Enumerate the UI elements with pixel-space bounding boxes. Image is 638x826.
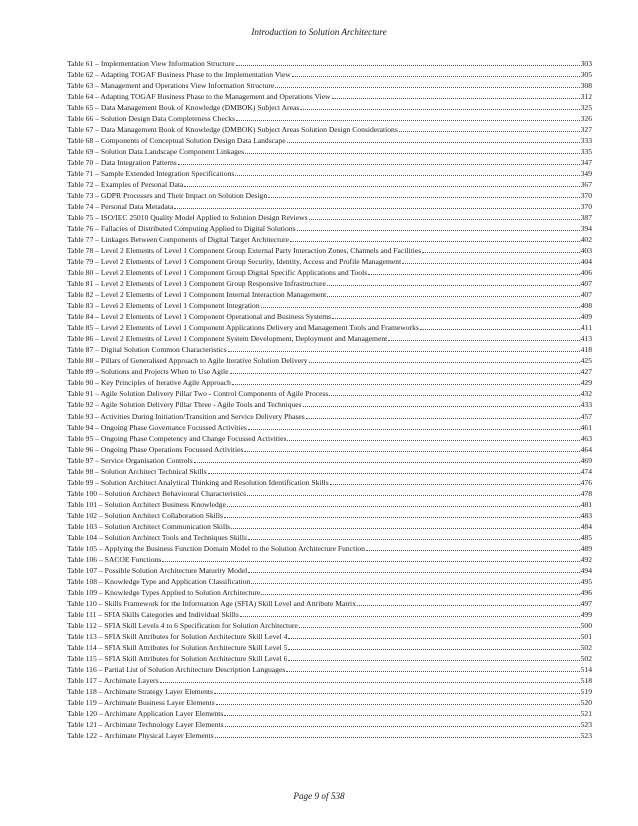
toc-entry-page-number: 496 (580, 587, 592, 597)
toc-entry-label: Table 109 – Knowledge Types Applied to Solution Architecture (67, 587, 261, 597)
toc-entry-label: Table 84 – Level 2 Elements of Level 1 Component Operational and Business Systems (67, 312, 332, 322)
toc-entry-page-number: 502 (580, 642, 592, 652)
toc-entry-label: Table 114 – SFIA Skill Attributes for Solution Architecture Skill Level 5 (67, 642, 288, 652)
toc-entry[interactable] (67, 58, 592, 69)
dot-leader (303, 406, 580, 407)
toc-entry-label: Table 75 – ISO/IEC 25010 Quality Model Applied to Solution Design Reviews (67, 213, 308, 223)
toc-entry[interactable] (67, 444, 592, 455)
toc-entry-page-number: 463 (580, 433, 592, 443)
toc-entry-label: Table 64 – Adapting TOGAF Business Phase to the Management and Operations View (67, 92, 331, 102)
toc-entry-page-number: 495 (580, 576, 592, 586)
toc-entry[interactable] (67, 642, 592, 653)
toc-entry-label: Table 92 – Agile Solution Delivery Pillar Three - Agile Tools and Techniques (67, 400, 302, 410)
toc-entry-page-number: 518 (580, 675, 592, 685)
dot-leader (225, 726, 580, 727)
toc-entry-page-number: 500 (580, 620, 592, 630)
toc-entry[interactable] (67, 598, 592, 609)
toc-entry-page-number: 408 (580, 301, 592, 311)
dot-leader (297, 230, 580, 231)
toc-entry[interactable] (67, 124, 592, 135)
toc-entry[interactable] (67, 433, 592, 444)
toc-entry-page-number: 303 (580, 59, 592, 68)
toc-entry[interactable] (67, 245, 592, 256)
toc-entry[interactable] (67, 499, 592, 510)
toc-entry[interactable] (67, 399, 592, 410)
toc-entry-page-number: 347 (580, 158, 592, 168)
toc-entry[interactable] (67, 708, 592, 719)
dot-leader (287, 142, 580, 143)
dot-leader (292, 76, 580, 77)
toc-entry-page-number: 394 (580, 224, 592, 234)
toc-entry-page-number: 325 (580, 103, 592, 113)
dot-leader (235, 175, 579, 176)
toc-entry-page-number: 476 (580, 477, 592, 487)
dot-leader (224, 715, 579, 716)
dot-leader (245, 153, 579, 154)
dot-leader (309, 219, 580, 220)
toc-entry-label: Table 79 – Level 2 Elements of Level 1 Component Group Security, Identity, Access and Profile Management (67, 257, 402, 267)
toc-entry-page-number: 502 (580, 653, 592, 663)
toc-entry-page-number: 520 (580, 697, 592, 707)
dot-leader (224, 517, 580, 518)
toc-entry-label: Table 96 – Ongoing Phase Operations Focussed Activities (67, 444, 244, 454)
toc-entry-page-number: 413 (580, 334, 592, 344)
toc-entry-label: Table 70 – Data Integration Patterns (67, 158, 177, 168)
dot-leader (236, 65, 580, 66)
dot-leader (194, 462, 580, 463)
toc-entry-label: Table 82 – Level 2 Elements of Level 1 Component Internal Interaction Management (67, 290, 327, 300)
toc-entry-label: Table 119 – Archimate Business Layer Elements (67, 697, 215, 707)
list-of-tables (67, 58, 592, 741)
toc-entry[interactable] (67, 532, 592, 543)
dot-leader (327, 296, 579, 297)
toc-entry-label: Table 63 – Management and Operations View Information Structure (67, 81, 275, 91)
toc-entry[interactable] (67, 212, 592, 223)
dot-leader (288, 660, 579, 661)
toc-entry[interactable] (67, 311, 592, 322)
toc-entry[interactable] (67, 69, 592, 80)
toc-entry-label: Table 91 – Agile Solution Delivery Pillar Two - Control Components of Agile Process (67, 389, 329, 399)
toc-entry-label: Table 89 – Solutions and Projects When to Use Agile (67, 367, 229, 377)
toc-entry-label: Table 105 – Applying the Business Function Domain Model to the Solution Architecture Function (67, 543, 365, 553)
toc-entry-page-number: 312 (580, 92, 592, 102)
toc-entry-page-number: 370 (580, 202, 592, 212)
toc-entry[interactable] (67, 102, 592, 113)
toc-entry-page-number: 402 (580, 235, 592, 245)
toc-entry-page-number: 418 (580, 345, 592, 355)
toc-entry-label: Table 115 – SFIA Skill Attributes for Solution Architecture Skill Level 6 (67, 653, 288, 663)
toc-entry-page-number: 432 (580, 389, 592, 399)
toc-entry-page-number: 492 (580, 554, 592, 564)
toc-entry[interactable] (67, 80, 592, 91)
toc-entry-page-number: 411 (580, 323, 592, 333)
toc-entry[interactable] (67, 168, 592, 179)
toc-entry[interactable] (67, 543, 592, 554)
toc-entry-label: Table 85 – Level 2 Elements of Level 1 Component Applications Delivery and Management Tools and Frameworks (67, 323, 419, 333)
dot-leader (247, 495, 579, 496)
toc-entry[interactable] (67, 510, 592, 521)
dot-leader (366, 550, 580, 551)
toc-entry-page-number: 519 (580, 686, 592, 696)
toc-entry-label: Table 73 – GDPR Processes and Their Impact on Solution Design (67, 191, 268, 201)
toc-entry-label: Table 87 – Digital Solution Common Characteristics (67, 345, 227, 355)
toc-entry[interactable] (67, 455, 592, 466)
toc-entry-page-number: 326 (580, 114, 592, 124)
toc-entry[interactable] (67, 355, 592, 366)
toc-entry[interactable] (67, 179, 592, 190)
toc-entry[interactable] (67, 411, 592, 422)
toc-entry[interactable] (67, 719, 592, 730)
dot-leader (240, 616, 580, 617)
toc-entry[interactable] (67, 322, 592, 333)
toc-entry-label: Table 90 – Key Principles of Iterative Agile Approach (67, 378, 231, 388)
toc-entry-page-number: 333 (580, 136, 592, 146)
toc-entry-page-number: 494 (580, 565, 592, 575)
toc-entry[interactable] (67, 422, 592, 433)
toc-entry-page-number: 370 (580, 191, 592, 201)
toc-entry-label: Table 98 – Solution Architect Technical Skills (67, 466, 207, 476)
dot-leader (287, 440, 579, 441)
toc-entry-page-number: 308 (580, 81, 592, 91)
toc-entry[interactable] (67, 267, 592, 278)
toc-entry-page-number: 514 (580, 664, 592, 674)
toc-entry[interactable] (67, 554, 592, 565)
dot-leader (174, 208, 579, 209)
toc-entry[interactable] (67, 730, 592, 741)
toc-entry-page-number: 406 (580, 268, 592, 278)
toc-entry-label: Table 110 – Skills Framework for the Information Age (SFIA) Skill Level and Attribute Matrix (67, 598, 356, 608)
toc-entry[interactable] (67, 466, 592, 477)
page-footer: Page 9 of 538 (293, 791, 345, 801)
dot-leader (178, 164, 580, 165)
toc-entry-page-number: 523 (580, 719, 592, 729)
toc-entry-label: Table 74 – Personal Data Metadata (67, 202, 174, 212)
toc-entry-page-number: 523 (580, 730, 592, 740)
dot-leader (420, 329, 580, 330)
dot-leader (248, 539, 580, 540)
toc-entry-page-number: 425 (580, 356, 592, 366)
toc-entry-label: Table 72 – Examples of Personal Data (67, 180, 184, 190)
dot-leader (230, 373, 580, 374)
toc-entry-page-number: 501 (580, 631, 592, 641)
dot-leader (251, 583, 579, 584)
toc-entry-page-number: 489 (580, 543, 592, 553)
toc-entry[interactable] (67, 697, 592, 708)
toc-entry[interactable] (67, 521, 592, 532)
toc-entry-page-number: 403 (580, 246, 592, 256)
toc-entry-label: Table 122 – Archimate Physical Layer Elements (67, 730, 214, 740)
toc-entry[interactable] (67, 135, 592, 146)
toc-entry-page-number: 483 (580, 510, 592, 520)
toc-entry-label: Table 108 – Knowledge Type and Application Classification (67, 576, 251, 586)
toc-entry-label: Table 97 – Service Organisation Controls (67, 455, 193, 465)
toc-entry-label: Table 62 – Adapting TOGAF Business Phase to the Implementation View (67, 70, 291, 80)
toc-entry-label: Table 80 – Level 2 Elements of Level 1 Component Group Digital Specific Applications and Tools (67, 268, 368, 278)
dot-leader (244, 451, 579, 452)
toc-entry-label: Table 65 – Data Management Book of Knowledge (DMBOK) Subject Areas (67, 103, 300, 113)
toc-entry[interactable] (67, 289, 592, 300)
toc-entry-label: Table 67 – Data Management Book of Knowledge (DMBOK) Subject Areas Solution Design Considerations (67, 125, 398, 135)
toc-entry-page-number: 484 (580, 521, 592, 531)
toc-entry-page-number: 427 (580, 367, 592, 377)
toc-entry-label: Table 102 – Solution Architect Collaboration Skills (67, 510, 223, 520)
toc-entry-page-number: 464 (580, 444, 592, 454)
toc-entry-page-number: 457 (580, 411, 592, 421)
toc-entry-page-number: 433 (580, 400, 592, 410)
toc-entry-label: Table 77 – Linkages Between Components of Digital Target Architecture (67, 235, 289, 245)
toc-entry-page-number: 349 (580, 169, 592, 179)
toc-entry[interactable] (67, 620, 592, 631)
dot-leader (288, 638, 579, 639)
toc-entry[interactable] (67, 344, 592, 355)
page-header: Introduction to Solution Architecture (251, 27, 387, 37)
toc-entry[interactable] (67, 477, 592, 488)
toc-entry-label: Table 111 – SFIA Skills Categories and Individual Skills (67, 609, 239, 619)
dot-leader (332, 98, 580, 99)
toc-entry[interactable] (67, 157, 592, 168)
dot-leader (299, 627, 580, 628)
toc-entry[interactable] (67, 113, 592, 124)
toc-entry[interactable] (67, 565, 592, 576)
dot-leader (184, 186, 579, 187)
dot-leader (228, 351, 580, 352)
toc-entry[interactable] (67, 388, 592, 399)
toc-entry[interactable] (67, 377, 592, 388)
dot-leader (232, 384, 580, 385)
toc-entry-page-number: 407 (580, 290, 592, 300)
dot-leader (288, 649, 579, 650)
toc-entry[interactable] (67, 300, 592, 311)
toc-entry-label: Table 103 – Solution Architect Communication Skills (67, 521, 231, 531)
dot-leader (215, 737, 580, 738)
toc-entry[interactable] (67, 256, 592, 267)
toc-entry-page-number: 497 (580, 598, 592, 608)
toc-entry-label: Table 117 – Archimate Layers (67, 675, 159, 685)
toc-entry-label: Table 113 – SFIA Skill Attributes for Solution Architecture Skill Level 4 (67, 631, 288, 641)
toc-entry-page-number: 474 (580, 466, 592, 476)
toc-entry[interactable] (67, 576, 592, 587)
dot-leader (309, 362, 580, 363)
toc-entry[interactable] (67, 488, 592, 499)
dot-leader (399, 131, 580, 132)
toc-entry[interactable] (67, 366, 592, 377)
toc-entry-label: Table 94 – Ongoing Phase Governance Focussed Activities (67, 422, 247, 432)
toc-entry-label: Table 100 – Solution Architect Behavioural Characteristics (67, 488, 247, 498)
dot-leader (368, 274, 579, 275)
toc-entry-label: Table 88 – Pillars of Generalised Approach to Agile Iterative Solution Delivery (67, 356, 308, 366)
toc-entry-label: Table 76 – Fallacies of Distributed Computing Applied to Digital Solutions (67, 224, 296, 234)
dot-leader (214, 693, 580, 694)
dot-leader (162, 561, 579, 562)
dot-leader (160, 682, 580, 683)
toc-entry-label: Table 86 – Level 2 Elements of Level 1 Component System Development, Deployment and Management (67, 334, 388, 344)
dot-leader (231, 528, 579, 529)
toc-entry-label: Table 93 – Activities During Initiation/Transition and Service Delivery Phases (67, 411, 305, 421)
dot-leader (357, 605, 580, 606)
toc-entry[interactable] (67, 278, 592, 289)
dot-leader (388, 340, 579, 341)
toc-entry[interactable] (67, 201, 592, 212)
toc-entry[interactable] (67, 631, 592, 642)
toc-entry-label: Table 78 – Level 2 Elements of Level 1 Component Group External Party Interaction Zones, Channels and Facilities (67, 246, 422, 256)
dot-leader (332, 318, 579, 319)
toc-entry-label: Table 121 – Archimate Technology Layer Elements (67, 719, 224, 729)
toc-entry[interactable] (67, 190, 592, 201)
toc-entry-label: Table 104 – Solution Architect Tools and Techniques Skills (67, 532, 247, 542)
dot-leader (330, 484, 580, 485)
toc-entry-label: Table 106 – SACOE Functions (67, 554, 162, 564)
toc-entry[interactable] (67, 609, 592, 620)
dot-leader (290, 241, 580, 242)
dot-leader (422, 252, 579, 253)
dot-leader (327, 285, 580, 286)
dot-leader (236, 120, 580, 121)
dot-leader (329, 395, 579, 396)
toc-entry-page-number: 327 (580, 125, 592, 135)
toc-entry-page-number: 485 (580, 532, 592, 542)
dot-leader (261, 594, 579, 595)
dot-leader (248, 429, 580, 430)
toc-entry-page-number: 499 (580, 609, 592, 619)
dot-leader (306, 418, 580, 419)
toc-entry-page-number: 387 (580, 213, 592, 223)
toc-entry[interactable] (67, 664, 592, 675)
toc-entry[interactable] (67, 333, 592, 344)
toc-entry-page-number: 407 (580, 279, 592, 289)
toc-entry-page-number: 404 (580, 257, 592, 267)
toc-entry[interactable] (67, 234, 592, 245)
toc-entry-page-number: 461 (580, 422, 592, 432)
toc-entry-page-number: 429 (580, 378, 592, 388)
toc-entry[interactable] (67, 146, 592, 157)
toc-entry-label: Table 83 – Level 2 Elements of Level 1 Component Integration (67, 301, 260, 311)
toc-entry-page-number: 521 (580, 708, 592, 718)
dot-leader (286, 671, 579, 672)
toc-entry-label: Table 68 – Components of Conceptual Solution Design Data Landscape (67, 136, 286, 146)
toc-entry-page-number: 335 (580, 147, 592, 157)
toc-entry-page-number: 469 (580, 455, 592, 465)
toc-entry[interactable] (67, 686, 592, 697)
dot-leader (208, 473, 580, 474)
toc-entry[interactable] (67, 675, 592, 686)
toc-entry-label: Table 69 – Solution Data Landscape Component Linkages (67, 147, 245, 157)
toc-entry-page-number: 478 (580, 488, 592, 498)
toc-entry[interactable] (67, 587, 592, 598)
dot-leader (227, 506, 580, 507)
toc-entry-label: Table 118 – Archimate Strategy Layer Elements (67, 686, 213, 696)
toc-entry-label: Table 116 – Partial List of Solution Architecture Description Languages (67, 664, 286, 674)
dot-leader (275, 87, 579, 88)
toc-entry[interactable] (67, 91, 592, 102)
toc-entry-label: Table 81 – Level 2 Elements of Level 1 Component Group Responsive Infrastructure (67, 279, 326, 289)
toc-entry[interactable] (67, 653, 592, 664)
toc-entry-label: Table 107 – Possible Solution Architecture Maturity Model (67, 565, 248, 575)
toc-entry-label: Table 95 – Ongoing Phase Competency and Change Focussed Activities (67, 433, 287, 443)
toc-entry-page-number: 367 (580, 180, 592, 190)
toc-entry-page-number: 409 (580, 312, 592, 322)
toc-entry-label: Table 112 – SFIA Skill Levels 4 to 6 Specification for Solution Architecture (67, 620, 298, 630)
toc-entry-label: Table 66 – Solution Design Data Completeness Checks (67, 114, 235, 124)
toc-entry-page-number: 305 (580, 70, 592, 80)
toc-entry-page-number: 481 (580, 499, 592, 509)
toc-entry-label: Table 99 – Solution Architect Analytical Thinking and Resolution Identification Skills (67, 477, 329, 487)
dot-leader (216, 704, 580, 705)
toc-entry[interactable] (67, 223, 592, 234)
dot-leader (261, 307, 580, 308)
dot-leader (300, 109, 579, 110)
toc-entry-label: Table 120 – Archimate Application Layer Elements (67, 708, 224, 718)
dot-leader (402, 263, 579, 264)
toc-entry-label: Table 61 – Implementation View Information Structure (67, 59, 235, 68)
toc-entry-label: Table 71 – Sample Extended Integration Specifications (67, 169, 235, 179)
toc-entry-label: Table 101 – Solution Architect Business Knowledge (67, 499, 226, 509)
dot-leader (248, 572, 579, 573)
dot-leader (268, 197, 579, 198)
